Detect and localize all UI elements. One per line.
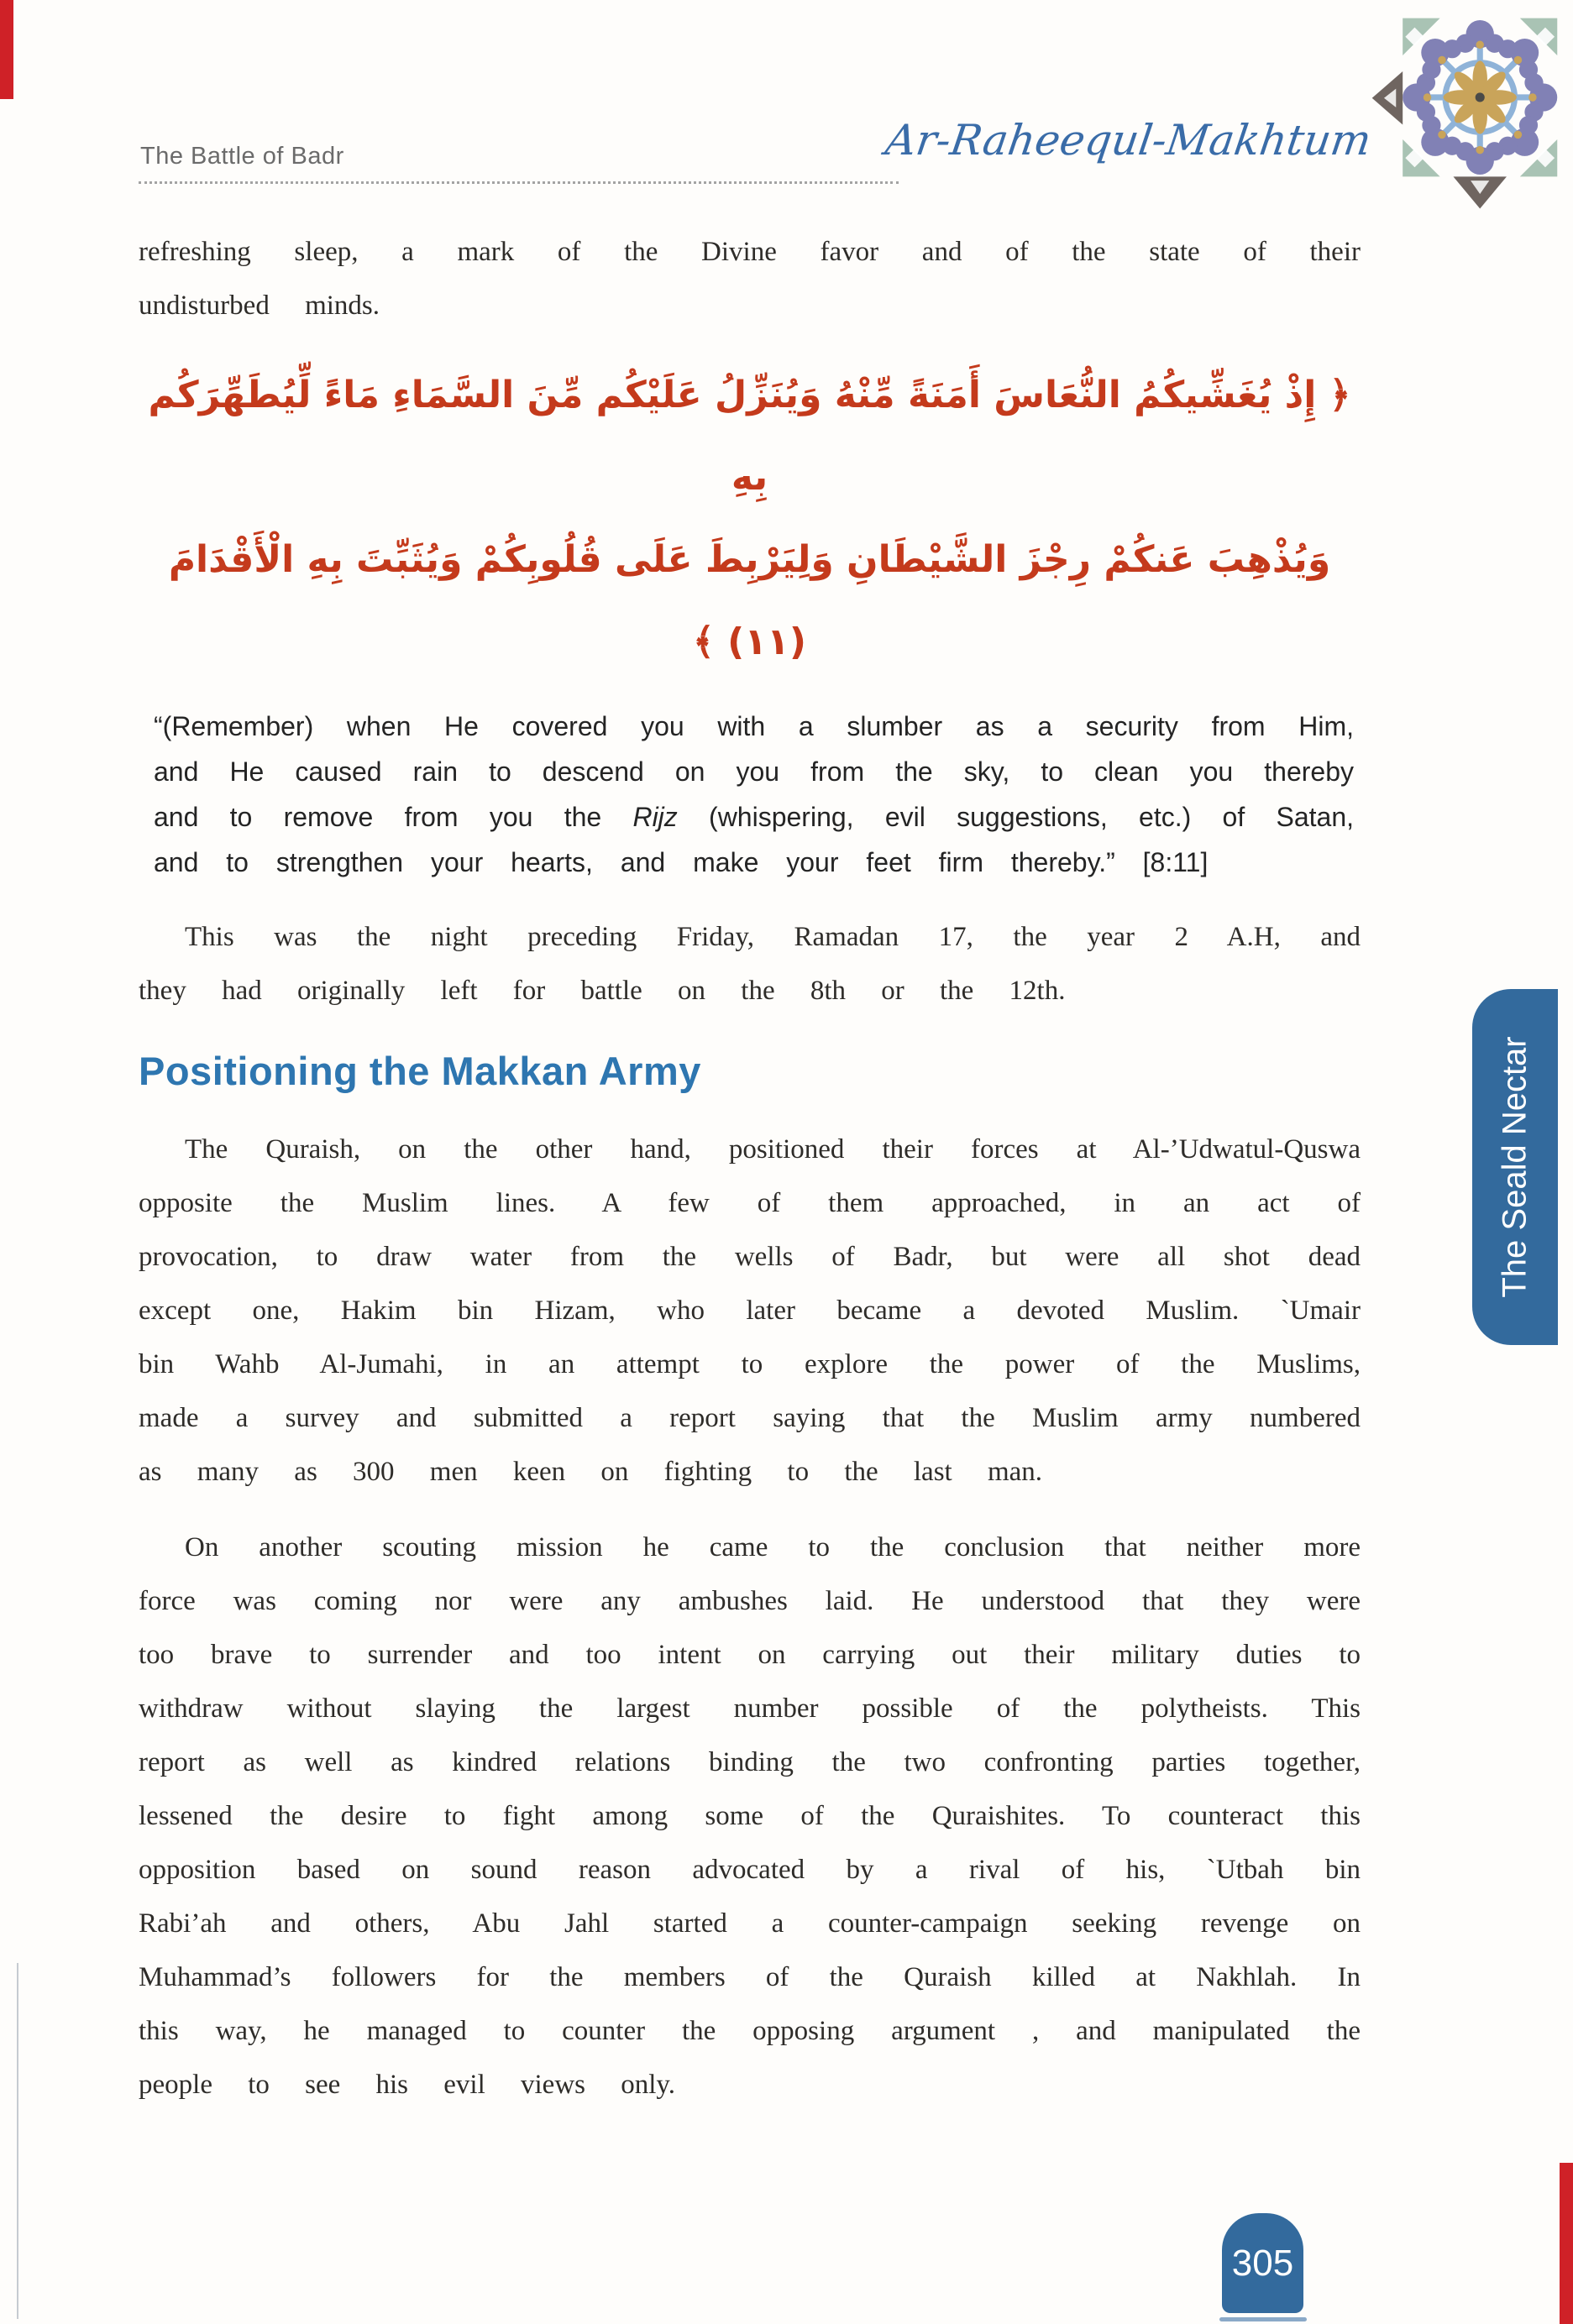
- quran-verse-line-1: ﴿ إِذْ يُغَشِّيكُمُ النُّعَاسَ أَمَنَةً مِّنْهُ وَيُنَزِّلُ عَلَيْكُم مِّنَ السَّمَاءِ مَاءً لِّيُطَهِّرَكُم بِهِ: [148, 374, 1351, 499]
- page-number: 305: [1231, 2242, 1294, 2284]
- arabesque-ornament-icon: [1361, 10, 1561, 220]
- page-number-badge: [1222, 2213, 1303, 2313]
- page-number-underline: [1219, 2317, 1307, 2321]
- translation-text-continued: (whispering, evil suggestions, etc.) of Satan, and to strengthen your hearts, and make your feet firm thereby.” [8:11]: [154, 802, 1355, 877]
- quran-verse-line-2: وَيُذْهِبَ عَنكُمْ رِجْزَ الشَّيْطَانِ وَلِيَرْبِطَ عَلَى قُلُوبِكُمْ وَيُثَبِّتَ بِهِ الْأَقْدَامَ (١١) ﴾: [168, 538, 1331, 663]
- paragraph-night: This was the night preceding Friday, Ramadan 17, the year 2 A.H, and they had originally left for battle on the 8th or the 12th.: [139, 922, 1361, 1006]
- verse-translation: [154, 704, 1354, 885]
- section-paragraph-2: On another scouting mission he came to the conclusion that neither more force was coming nor were any ambushes laid. He understood that they were too brave to surrender and too intent on carrying out their military duties to withdraw without slaying the largest number possible of the polytheists. This report as well as kindred relations binding the two confronting parties together, lessened the desire to fight among some of the Quraishites. To counteract this opposition based on sound reason advocated by a rival of his, `Utbah bin Rabi’ah and others, Abu Jahl started a counter-campaign seeking revenge on Muhammad’s followers for the members of the Quraish killed at Nakhlah. In this way, he managed to counter the opposing argument , and manipulated the people to see his evil views only.: [139, 1532, 1361, 2100]
- header-dotted-rule: [139, 181, 899, 184]
- translation-text: “(Remember) when He covered you with a slumber as a security from Him, and He caused rain to descend on you from the sky, to clean you thereby and to remove from you the: [154, 711, 1354, 832]
- section-heading: Positioning the Makkan Army: [139, 1049, 701, 1093]
- page-fold-line: [17, 1963, 18, 2319]
- book-title-script: Ar-Raheequl-Makhtum: [882, 116, 1375, 165]
- red-edge-mark-bottom-right: [1560, 2163, 1573, 2324]
- quran-verse: [139, 354, 1361, 683]
- page-content: [139, 225, 1361, 2133]
- side-tab-label: The Seald Nectar: [1496, 1036, 1534, 1298]
- red-edge-mark-top-left: [0, 0, 13, 99]
- section-paragraph-1: The Quraish, on the other hand, positioned their forces at Al-’Udwatul-Quswa opposite the Muslim lines. A few of them approached, in an act of provocation, to draw water from the wells of Badr, but were all shot dead except one, Hakim bin Hizam, who later became a devoted Muslim. `Umair bin Wahb Al-Jumahi, in an attempt to explore the power of the Muslims, made a survey and submitted a report saying that the Muslim army numbered as many as 300 men keen on fighting to the last man.: [139, 1134, 1361, 1487]
- translation-term-rijz: Rijz: [632, 802, 678, 832]
- chapter-title: The Battle of Badr: [140, 143, 344, 170]
- paragraph-intro: refreshing sleep, a mark of the Divine favor and of the state of their undisturbed minds.: [139, 237, 1361, 321]
- side-tab: [1472, 989, 1558, 1345]
